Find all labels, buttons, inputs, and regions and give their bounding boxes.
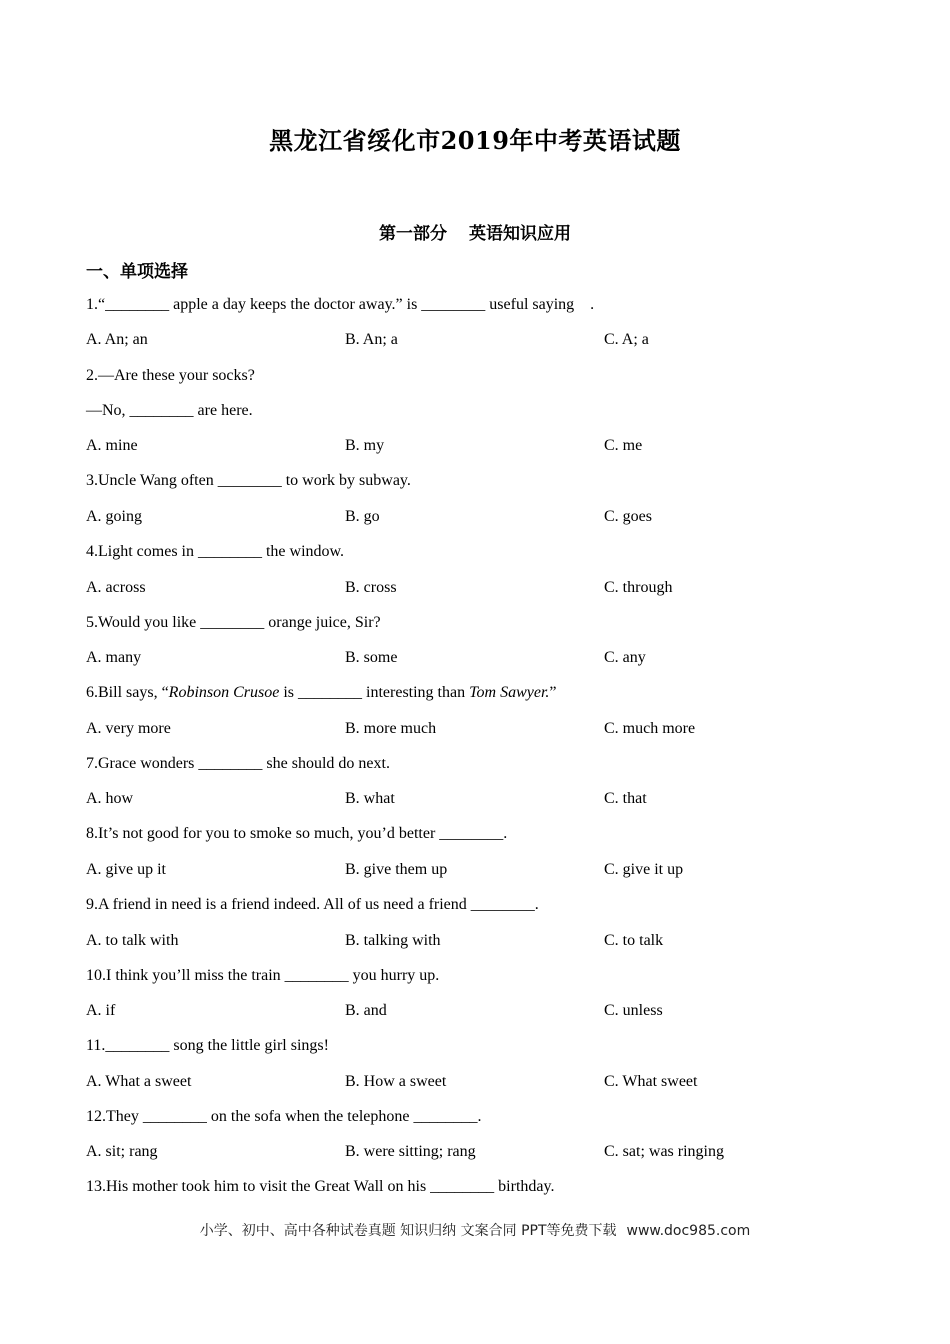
q6-text-part: 6.Bill says, “: [86, 684, 169, 701]
q6-text-part: is ________ interesting than: [279, 684, 470, 701]
question-9: 9.A friend in need is a friend indeed. All of us need a friend ________.: [86, 896, 539, 913]
page-footer: [0, 1220, 950, 1240]
q5-option-c: C. any: [604, 649, 646, 666]
q6-option-b: B. more much: [345, 720, 437, 737]
q7-option-a: A. how: [86, 790, 134, 807]
q4-option-a: A. across: [86, 579, 146, 596]
footer-text: 小学、初中、高中各种试卷真题 知识归纳 文案合同 PPT等免费下载: [199, 1223, 617, 1239]
q3-option-c: C. goes: [604, 508, 652, 525]
q1-option-a: A. An; an: [86, 331, 148, 348]
q2-option-c: C. me: [604, 437, 643, 454]
q3-option-b: B. go: [345, 508, 380, 525]
q5-option-b: B. some: [345, 649, 398, 666]
q7-option-b: B. what: [345, 790, 395, 807]
q8-option-c: C. give it up: [604, 861, 684, 878]
q6-text-part: ”: [549, 684, 557, 701]
q9-option-a: A. to talk with: [86, 932, 179, 949]
q1-option-b: B. An; a: [345, 331, 398, 348]
q6-option-a: A. very more: [86, 720, 171, 737]
q12-option-a: A. sit; rang: [86, 1143, 158, 1160]
question-13: 13.His mother took him to visit the Great Wall on his ________ birthday.: [86, 1178, 555, 1195]
question-6: [86, 683, 557, 703]
q12-option-b: B. were sitting; rang: [345, 1143, 476, 1160]
q11-option-c: C. What sweet: [604, 1073, 698, 1090]
q8-option-b: B. give them up: [345, 861, 448, 878]
q7-option-c: C. that: [604, 790, 647, 807]
q4-option-b: B. cross: [345, 579, 397, 596]
question-4: 4.Light comes in ________ the window.: [86, 543, 345, 560]
question-12: 12.They ________ on the sofa when the telephone ________.: [86, 1108, 482, 1125]
q8-option-a: A. give up it: [86, 861, 166, 878]
section-heading: 一、单项选择: [86, 262, 188, 282]
q6-book-title-2: Tom Sawyer.: [469, 684, 550, 701]
q5-option-a: A. many: [86, 649, 142, 666]
question-7: 7.Grace wonders ________ she should do next.: [86, 755, 390, 772]
q4-option-c: C. through: [604, 579, 673, 596]
q12-option-c: C. sat; was ringing: [604, 1143, 724, 1160]
q6-book-title-1: Robinson Crusoe: [168, 684, 280, 701]
question-8: 8.It’s not good for you to smoke so much, you’d better ________.: [86, 825, 508, 842]
q1-option-c: C. A; a: [604, 331, 649, 348]
question-2-reply: —No, ________ are here.: [86, 402, 253, 419]
q11-option-a: A. What a sweet: [86, 1073, 192, 1090]
part-number: 第一部分: [379, 224, 447, 244]
question-3: 3.Uncle Wang often ________ to work by subway.: [86, 472, 411, 489]
q2-option-a: A. mine: [86, 437, 138, 454]
question-1: 1.“________ apple a day keeps the doctor away.” is ________ useful saying .: [86, 296, 595, 313]
footer-url[interactable]: www.doc985.com: [626, 1223, 751, 1239]
q10-option-b: B. and: [345, 1002, 387, 1019]
q11-option-b: B. How a sweet: [345, 1073, 447, 1090]
q2-option-b: B. my: [345, 437, 385, 454]
part-name: 英语知识应用: [469, 224, 571, 244]
q6-option-c: C. much more: [604, 720, 696, 737]
question-2: 2.—Are these your socks?: [86, 367, 255, 384]
question-10: 10.I think you’ll miss the train ________ you hurry up.: [86, 967, 440, 984]
q10-option-c: C. unless: [604, 1002, 663, 1019]
q3-option-a: A. going: [86, 508, 142, 525]
question-5: 5.Would you like ________ orange juice, Sir?: [86, 614, 381, 631]
page-title: 黑龙江省绥化市2019年中考英语试题: [269, 126, 681, 155]
question-11: 11.________ song the little girl sings!: [86, 1037, 329, 1054]
q10-option-a: A. if: [86, 1002, 116, 1019]
q9-option-b: B. talking with: [345, 932, 441, 949]
q9-option-c: C. to talk: [604, 932, 664, 949]
part-heading: [0, 219, 950, 244]
